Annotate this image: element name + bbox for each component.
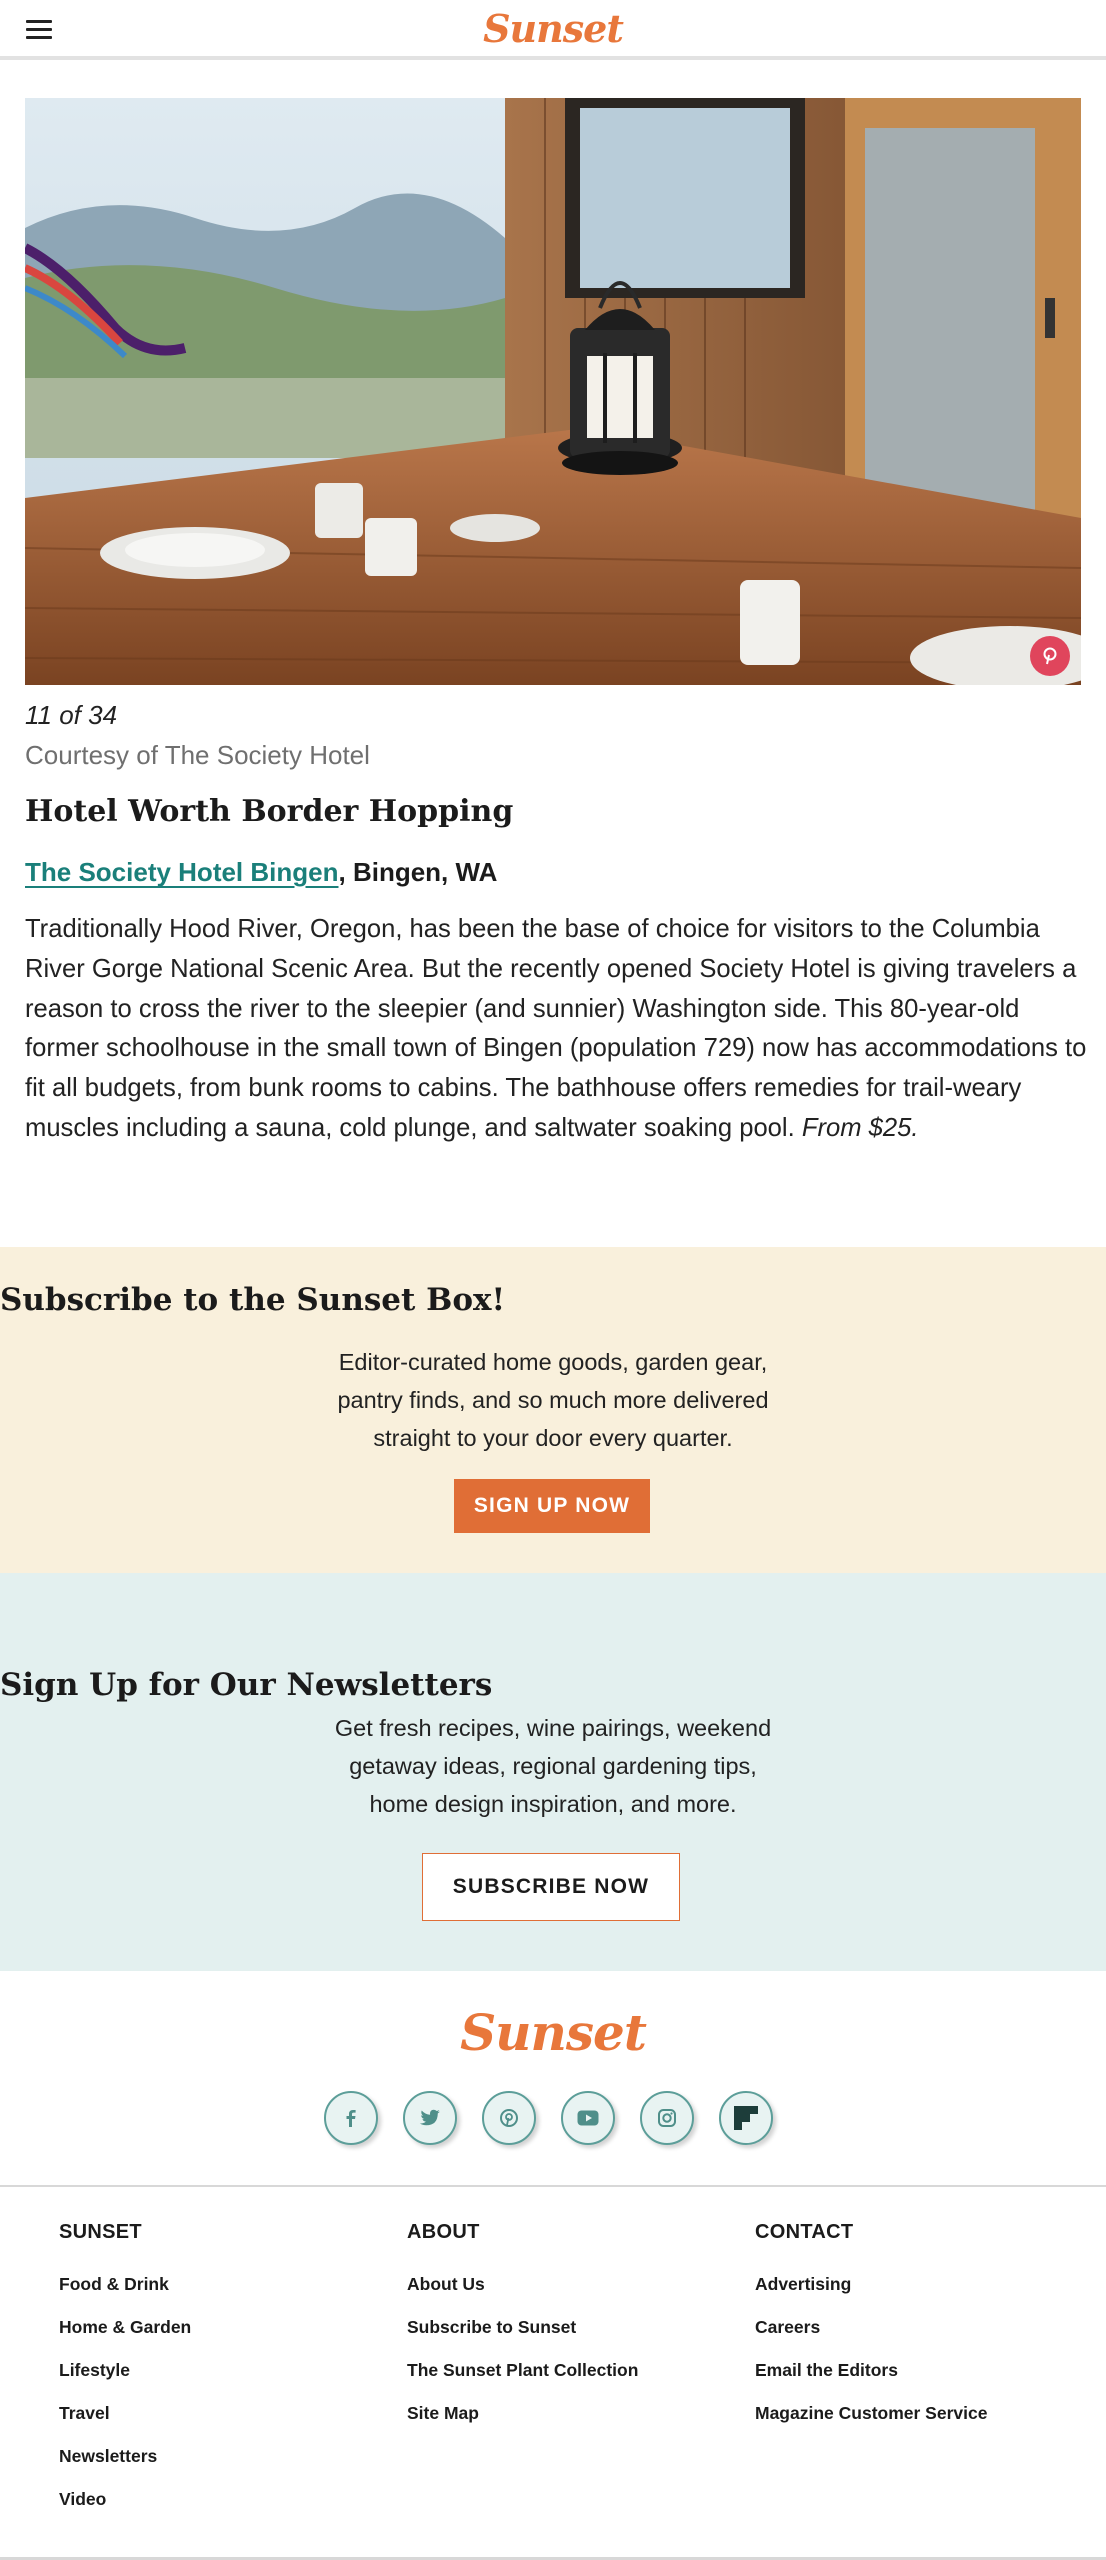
newsletter-title: Sign Up for Our Newsletters [0,1667,493,1703]
footer-link-advertising[interactable]: Advertising [755,2274,852,2294]
pinterest-icon [1040,646,1060,666]
footer-link-about-us[interactable]: About Us [407,2274,485,2294]
facebook-button[interactable] [324,2091,378,2145]
footer-divider [0,2185,1106,2187]
pinterest-icon [499,2108,519,2128]
slide-title: Hotel Worth Border Hopping [25,794,514,829]
subscribe-box-text: Editor-curated home goods, garden gear, pantry finds, and so much more delivered straight to your door every quarter. [337,1349,769,1451]
pinterest-save-button[interactable] [1030,636,1070,676]
subscribe-now-button[interactable]: SUBSCRIBE NOW [422,1853,680,1921]
subscribe-box-title: Subscribe to the Sunset Box! [0,1282,506,1318]
sunset-logo[interactable]: Sunset [483,6,623,51]
slide-counter: 11 of 34 [25,700,118,730]
footer-link-customer-service[interactable]: Magazine Customer Service [755,2403,988,2423]
menu-icon[interactable] [26,20,54,40]
photo-credit: Courtesy of The Society Hotel [25,740,370,770]
pinterest-button[interactable] [482,2091,536,2145]
footer-heading-about: ABOUT [407,2221,480,2243]
footer-link-email-editors[interactable]: Email the Editors [755,2360,898,2380]
footer-heading-sunset: SUNSET [59,2221,142,2243]
footer-link-careers[interactable]: Careers [755,2317,821,2337]
footer-sunset-logo[interactable]: Sunset [460,2003,646,2062]
newsletter-text: Get fresh recipes, wine pairings, weekend getaway ideas, regional gardening tips, home design inspiration, and more. [334,1715,772,1817]
footer-heading-contact: CONTACT [755,2221,854,2243]
footer-link-lifestyle[interactable]: Lifestyle [59,2360,130,2380]
flipboard-icon [733,2105,759,2131]
instagram-icon [657,2108,677,2128]
facebook-icon [341,2108,361,2128]
slide-photo [25,98,1081,685]
footer-link-site-map[interactable]: Site Map [407,2403,479,2423]
price-note: From $25. [801,1113,919,1142]
twitter-button[interactable] [403,2091,457,2145]
slide-body: Traditionally Hood River, Oregon, has been the base of choice for visitors to the Columbia River Gorge National Scenic Area. But the recently opened Society Hotel is giving travelers a reason to cross the river to the sleepier (and sunnier) Washington side. This 80-year-old former schoolhouse in the small town of Bingen (population 729) now has accommodations to fit all budgets, from bunk rooms to cabins. The bathhouse offers remedies for trail-weary muscles including a sauna, cold plunge, and saltwater soaking pool. From $25. [25,915,1087,1142]
twitter-icon [419,2108,441,2128]
footer-link-travel[interactable]: Travel [59,2403,110,2423]
sign-up-now-button[interactable]: SIGN UP NOW [454,1479,650,1533]
venue-link[interactable]: The Society Hotel Bingen [25,857,339,887]
flipboard-button[interactable] [719,2091,773,2145]
youtube-icon [577,2110,599,2126]
instagram-button[interactable] [640,2091,694,2145]
footer-link-home-garden[interactable]: Home & Garden [59,2317,192,2337]
footer-link-video[interactable]: Video [59,2489,107,2509]
venue-location: , Bingen, WA [338,857,498,887]
site-header [0,0,1106,60]
footer-link-plant-collection[interactable]: The Sunset Plant Collection [407,2360,639,2380]
youtube-button[interactable] [561,2091,615,2145]
footer-link-newsletters[interactable]: Newsletters [59,2446,158,2466]
footer-link-food-drink[interactable]: Food & Drink [59,2274,169,2294]
venue-line [25,852,497,892]
footer-link-subscribe[interactable]: Subscribe to Sunset [407,2317,577,2337]
